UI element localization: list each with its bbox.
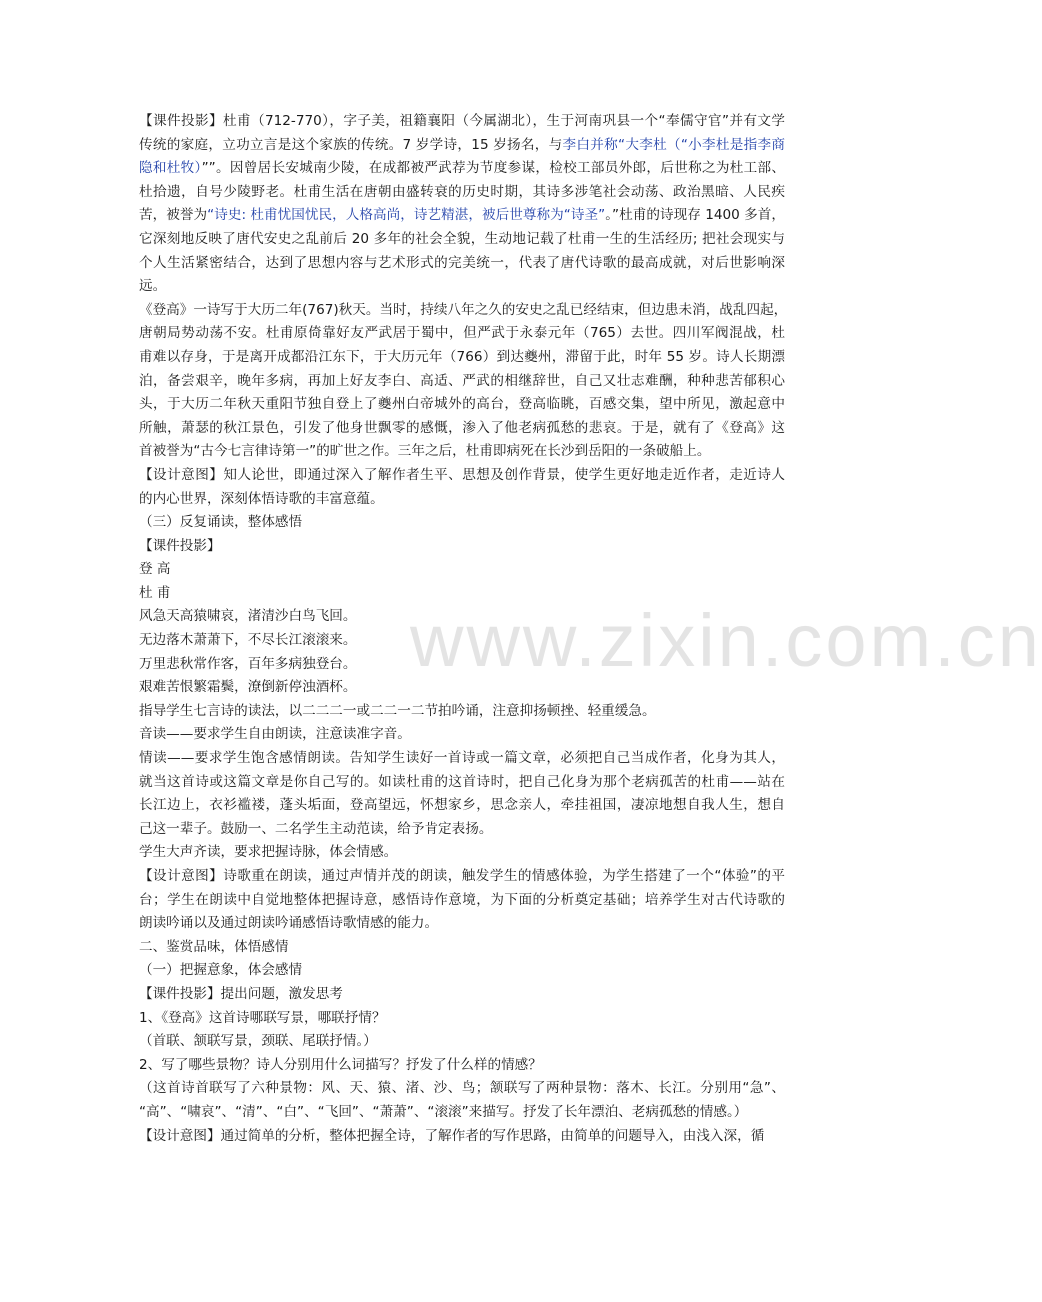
text-line (139, 370, 785, 394)
text-line (139, 346, 785, 370)
paragraph (139, 1125, 785, 1149)
paragraph (139, 582, 785, 606)
text-segment: 己这一辈子。鼓励一、二名学生主动范读，给予肯定表扬。 (139, 820, 493, 837)
text-line (139, 275, 785, 299)
paragraph (139, 676, 785, 700)
text-segment: （一）把握意象，体会感情 (139, 962, 303, 979)
paragraph (139, 653, 785, 677)
text-segment: 长江边上，衣衫褴褛，蓬头垢面，登高望远，怀想家乡，思念亲人，牵挂祖国，凄凉地想自我人生，想自 (139, 797, 785, 814)
text-segment: （三）反复诵读，整体感悟 (139, 514, 303, 531)
text-segment: 1、《登高》这首诗哪联写景，哪联抒情？ (139, 1009, 386, 1026)
paragraph (139, 535, 785, 559)
text-segment: 唐朝局势动荡不安。杜甫原倚靠好友严武居于蜀中，但严武于永泰元年（765）去世。四川军阀混战，杜 (139, 325, 785, 342)
text-line (139, 959, 785, 983)
text-segment: 甫难以存身，于是离开成都沿江东下，于大历元年（766）到达夔州，滞留于此，时年 55 岁。诗人长期漂 (139, 348, 785, 365)
paragraph (139, 1007, 785, 1031)
paragraph (139, 841, 785, 865)
text-line (139, 322, 785, 346)
text-segment: 。”杜甫的诗现存 1400 多首， (605, 207, 786, 224)
text-line (139, 700, 785, 724)
text-segment: 情读——要求学生饱含感情朗读。告知学生读好一首诗或一篇文章，必须把自己当成作者，化身为其人， (139, 750, 785, 767)
text-line (139, 1077, 785, 1101)
text-line (139, 889, 785, 913)
text-segment: 2、写了哪些景物？诗人分别用什么词描写？抒发了什么样的情感？ (139, 1056, 542, 1073)
text-line (139, 157, 785, 181)
text-segment: 音读——要求学生自由朗读，注意读准字音。 (139, 726, 411, 743)
text-line (139, 747, 785, 771)
paragraph (139, 629, 785, 653)
text-segment: 艰难苦恨繁霜鬓，潦倒新停浊酒杯。 (139, 679, 357, 696)
text-line (139, 440, 785, 464)
paragraph (139, 936, 785, 960)
text-line (139, 582, 785, 606)
text-line (139, 535, 785, 559)
text-segment: 风急天高猿啸哀，渚清沙白鸟飞回。 (139, 608, 357, 625)
text-line (139, 605, 785, 629)
text-line (139, 204, 785, 228)
paragraph (139, 511, 785, 535)
text-segment: 【课件投影】提出问题，激发思考 (139, 985, 343, 1002)
text-line (139, 299, 788, 323)
text-line (139, 912, 785, 936)
text-segment: 朗读吟诵以及通过朗读吟诵感悟诗歌情感的能力。 (139, 915, 439, 932)
text-segment: 头，于大历二年秋天重阳节独自登上了夔州白帝城外的高台，登高临眺，百感交集，望中所见，激起意中 (139, 396, 785, 413)
paragraph (139, 723, 785, 747)
text-line (139, 393, 785, 417)
text-line (139, 1125, 785, 1149)
text-segment: （这首诗首联写了六种景物：风、天、猿、渚、沙、鸟；颔联写了两种景物：落木、长江。分别用“急”、 (139, 1080, 785, 1097)
text-segment: 台；学生在朗读中自觉地整体把握诗意，感悟诗作意境，为下面的分析奠定基础；培养学生对古代诗歌的 (139, 891, 785, 908)
text-line (139, 723, 785, 747)
paragraph (139, 959, 785, 983)
paragraph (139, 983, 785, 1007)
text-line (139, 1007, 785, 1031)
text-line (139, 511, 785, 535)
paragraph (139, 464, 785, 511)
text-segment: 【设计意图】通过简单的分析，整体把握全诗，了解作者的写作思路，由简单的问题导入，由浅入深，循 (139, 1127, 765, 1144)
text-segment: （首联、颔联写景，颈联、尾联抒情。） (139, 1033, 377, 1050)
text-segment: 传统的家庭，立功立言是这个家族的传统。7 岁学诗，15 岁扬名，与 (139, 136, 563, 153)
text-segment: 【设计意图】知人论世，即通过深入了解作者生平、思想及创作背景，使学生更好地走近作者，走近诗人 (139, 466, 785, 483)
text-segment: “高”、“啸哀”、“清”、“白”、“飞回”、“萧萧”、“滚滚”来描写。抒发了长年漂泊、老病孤愁的情感。） (139, 1103, 748, 1120)
text-line (139, 771, 785, 795)
text-segment: 登 高 (139, 561, 171, 578)
text-line (139, 1054, 785, 1078)
watermark: www.zixin.com.cn (410, 599, 1042, 682)
text-line (139, 629, 785, 653)
paragraph (139, 299, 788, 464)
paragraph (139, 1077, 785, 1124)
text-segment: 的内心世界，深刻体悟诗歌的丰富意蕴。 (139, 490, 384, 507)
paragraph (139, 865, 785, 936)
text-line (139, 134, 785, 158)
paragraph (139, 700, 785, 724)
text-line (139, 676, 785, 700)
text-line (139, 464, 785, 488)
text-line (139, 488, 785, 512)
text-line (139, 110, 785, 134)
text-segment: 远。 (139, 278, 167, 295)
text-segment: 它深刻地反映了唐代安史之乱前后 20 多年的社会全貌，生动地记载了杜甫一生的生活经历; 把社会现实与 (139, 230, 785, 247)
text-segment: 【设计意图】诗歌重在朗读，通过声情并茂的朗读，触发学生的情感体验，为学生搭建了一个“体验”的平 (139, 868, 785, 884)
text-line (139, 558, 785, 582)
text-line (139, 794, 785, 818)
text-segment: 【课件投影】 (139, 537, 221, 554)
text-segment: 指导学生七言诗的读法，以二二二一或二二一二节拍吟诵，注意抑扬顿挫、轻重缓急。 (139, 702, 656, 719)
text-line (139, 983, 785, 1007)
text-line (139, 818, 785, 842)
text-segment: 杜 甫 (139, 584, 171, 601)
paragraph (139, 747, 785, 841)
text-segment: 就当这首诗或这篇文章是你自己写的。如读杜甫的这首诗时，把自己化身为那个老病孤苦的杜甫——站在 (139, 773, 785, 790)
text-segment: 个人生活紧密结合，达到了思想内容与艺术形式的完美统一，代表了唐代诗歌的最高成就，对后世影响深 (139, 254, 785, 271)
text-line (139, 865, 785, 889)
paragraph (139, 558, 785, 582)
text-line (139, 1030, 785, 1054)
highlighted-text: 隐和杜牧） (139, 160, 202, 177)
text-line (139, 417, 785, 441)
text-line (139, 841, 785, 865)
text-line (139, 181, 785, 205)
text-line (139, 936, 785, 960)
text-segment: 二、鉴赏品味，体悟感情 (139, 938, 289, 955)
highlighted-text: “诗史: 杜甫忧国忧民，人格高尚，诗艺精湛，被后世尊称为“诗圣” (207, 207, 606, 224)
text-line (139, 653, 785, 677)
text-segment: 学生大声齐读，要求把握诗脉，体会情感。 (139, 844, 398, 861)
text-segment: 【课件投影】杜甫（712-770），字子美，祖籍襄阳（今属湖北），生于河南巩县一个“奉儒守官”并有文学 (139, 113, 785, 129)
paragraph (139, 1054, 785, 1078)
text-segment: 所触，萧瑟的秋江景色，引发了他身世飘零的感慨，渗入了他老病孤愁的悲哀。于是，就有了《登高》这 (139, 419, 785, 436)
paragraph (139, 110, 785, 299)
text-line (139, 1101, 785, 1125)
highlighted-text: 李白并称“大李杜（“小李杜是指李商 (562, 136, 785, 153)
text-line (139, 228, 785, 252)
text-line (139, 252, 785, 276)
text-segment: 杜拾遗，自号少陵野老。杜甫生活在唐朝由盛转衰的历史时期，其诗多涉笔社会动荡、政治黑暗、人民疾 (139, 183, 785, 200)
text-segment: ””。因曾居长安城南少陵，在成都被严武荐为节度参谋，检校工部员外郎，后世称之为杜工部、 (201, 160, 785, 177)
text-segment: 《登高》一诗写于大历二年(767)秋天。当时，持续八年之久的安史之乱已经结束，但边患未消，战乱四起， (139, 301, 788, 318)
paragraph (139, 605, 785, 629)
text-segment: 泊，备尝艰辛，晚年多病，再加上好友李白、高适、严武的相继辞世，自己又壮志难酬，种种悲苦郁积心 (139, 372, 785, 389)
paragraph (139, 1030, 785, 1054)
text-segment: 首被誉为“古今七言律诗第一”的旷世之作。三年之后，杜甫即病死在长沙到岳阳的一条破船上。 (139, 443, 711, 460)
text-segment: 苦，被誉为 (139, 207, 208, 224)
text-segment: 无边落木萧萧下，不尽长江滚滚来。 (139, 632, 357, 649)
text-segment: 万里悲秋常作客，百年多病独登台。 (139, 655, 357, 672)
document-body (139, 110, 788, 1148)
